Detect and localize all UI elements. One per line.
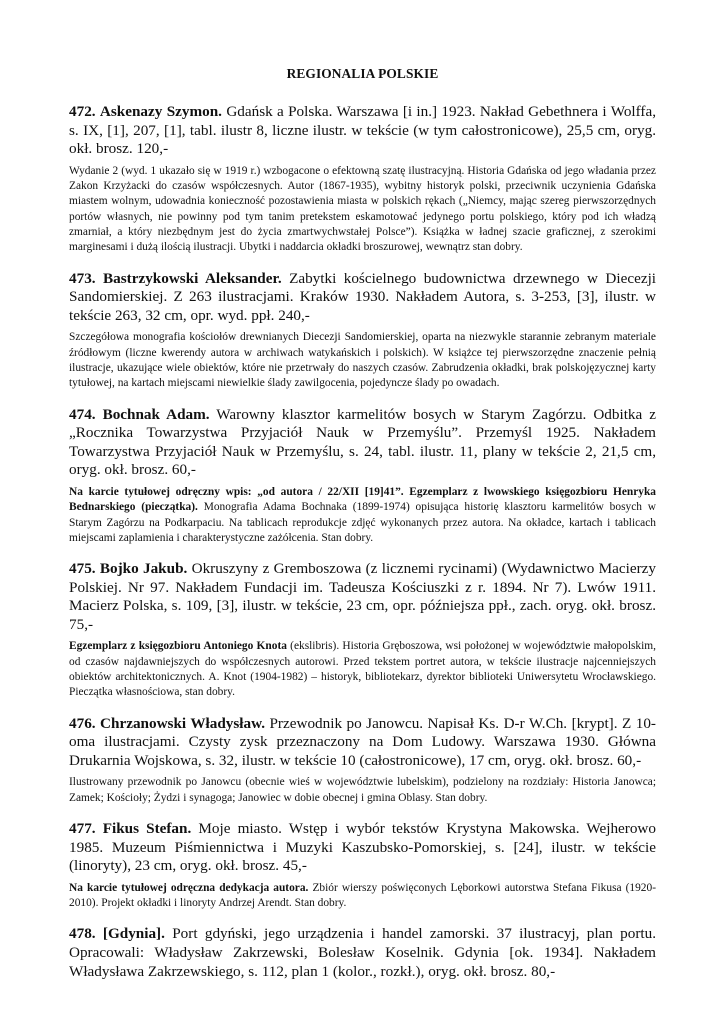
entry-number: 477. <box>69 820 96 838</box>
entry-author: Bastrzykowski Aleksander. <box>103 269 282 287</box>
entry-author: Bojko Jakub. <box>99 560 188 578</box>
entry-note-text: Szczegółowa monografia kościołów drewnianych Diecezji Sandomierskiej, oparta na niezwykle starannie zebranym materiale źródłowym (liczne kwerendy autora w archiwach watykańskich i polskich). W książce tej pierwszorzędne znaczenie pełnią ilustracje, ukazujące wiele obiektów, które nie przetrwały do naszych czasów. Zabrudzenia okładki, brak polskojęzycznej karty tytułowej, na kartach miejscami niewielkie ślady zawilgocenia, pojedyncze ślady po owadach. <box>69 331 656 390</box>
catalog-entry-476 <box>69 715 656 806</box>
catalog-entry-478 <box>69 925 656 981</box>
catalog-entry-473 <box>69 270 656 392</box>
entry-note-lead: Na karcie tytułowej odręczny wpis: „od autora / 22/XII [19]41”. Egzemplarz z lwowskiego księgozbioru Henryka Bednarskiego (pieczątka). <box>69 485 656 514</box>
entry-author: Askenazy Szymon. <box>99 103 222 120</box>
entry-note <box>69 330 656 391</box>
entry-description: Okruszyny z Gremboszowa (z licznemi rycinami) (Wydawnictwo Macierzy Polskiej. Nr 97. Nakładem Fundacji im. Tadeusza Kościuszki z r. 1894. Nr 7). Lwów 1911. Macierz Polska, s. 109, [3], ilustr. w tekście, 23 cm, opr. późniejsza ppł., zach. oryg. okł. brosz. 75,- <box>69 560 656 633</box>
entry-note <box>69 775 656 806</box>
entry-note-text: Ilustrowany przewodnik po Janowcu (obecnie wieś w województwie lubelskim), podzielony na rozdziały: Historia Janowca; Zamek; Kościoły; Żydzi i synagoga; Janowiec w dobie obecnej i gmina Oblasy. Stan dobry. <box>69 776 656 804</box>
entry-note-text: (ekslibris). Historia Gręboszowa, wsi położonej w województwie małopolskim, od czasów najdawniejszych do współczesnych autorowi. Przed tekstem portret autora, w tekście ilustracje najcenniejszych obiektów architektonicznych. A. Knot (1904-1982) – historyk, bibliotekarz, dyrektor biblioteki Uniwersytetu Wrocławskiego. Pieczątka własnościowa, stan dobry. <box>69 640 656 699</box>
entry-number: 474. <box>69 405 96 423</box>
entry-main-text <box>69 270 656 326</box>
entry-note-lead: Egzemplarz z księgozbioru Antoniego Knota <box>69 640 287 653</box>
catalog-entry-475 <box>69 560 656 701</box>
entry-number: 475. <box>69 560 96 578</box>
entry-note-text: Wydanie 2 (wyd. 1 ukazało się w 1919 r.) wzbogacone o efektowną szatę ilustracyjną. Historia Gdańska od jego władania przez Zakon Krzyżacki do czasów współczesnych. Autor (1867-1935), wybitny historyk polski, przeciwnik uczynienia Gdańska miastem wolnym, udowadnia konieczność pozostawienia miasta w polskich rękach („Niemcy, mając szereg pierwszorzędnych portów własnych, nie powinny pod tym tanim pretekstem eskamotować jedynego portu polskiego, który pod ich władzą zmarniał, a który niezbędnym jest do życia zmartwychwstałej Polsce”). Książka w ładnej szacie graficznej, z szerokimi marginesami i dużą ilością ilustracji. Ubytki i naddarcia okładki broszurowej, wewnątrz stan dobry. <box>69 164 656 254</box>
entry-number: 473. <box>69 269 96 287</box>
entry-note <box>69 881 656 912</box>
entry-author: Fikus Stefan. <box>102 820 192 838</box>
entry-main-text <box>69 715 656 771</box>
entry-main-text <box>69 820 656 876</box>
entry-number: 472. <box>69 103 96 120</box>
entry-note-lead: Na karcie tytułowej odręczna dedykacja autora. <box>69 881 309 894</box>
entry-description: Port gdyński, jego urządzenia i handel zamorski. 37 ilustracyj, plan portu. Opracowali: Władysław Zakrzewski, Bolesław Koselnik. Gdynia [ok. 1934]. Nakładem Władysława Zakrzewskiego, s. 112, plan 1 (kolor., rozkł.), oryg. okł. brosz. 80,- <box>69 925 657 980</box>
catalog-entry-474 <box>69 406 656 547</box>
catalog-entry-472 <box>69 103 656 256</box>
entry-note-text: Monografia Adama Bochnaka (1899-1974) opisująca historię klasztoru karmelitów bosych w Starym Zagórzu na Podkarpaciu. Na tablicach reprodukcje zdjęć wykonanych przez autora. Na okładce, kartach i tablicach miejscami zaplamienia i charakterystyczne zażółcenia. Stan dobry. <box>69 501 656 544</box>
entry-note <box>69 485 656 546</box>
entry-note-text: Zbiór wierszy poświęconych Lęborkowi autorstwa Stefana Fikusa (1920-2010). Projekt okładki i linoryty Andrzej Arendt. Stan dobry. <box>69 881 656 910</box>
section-heading: REGIONALIA POLSKIE <box>286 66 439 81</box>
entry-description: Zabytki kościelnego budownictwa drzewnego w Diecezji Sandomierskiej. Z 263 ilustracjami. Kraków 1930. Nakładem Autora, s. 3-253, [3], ilustr. w tekście 263, 32 cm, opr. wyd. ppł. 240,- <box>69 269 657 324</box>
entry-main-text <box>69 406 656 480</box>
entry-description: Moje miasto. Wstęp i wybór tekstów Krystyna Makowska. Wejherowo 1985. Muzeum Piśmiennictwa i Muzyki Kaszubsko-Pomorskiej, s. [24], ilustr. w tekście (linoryty), 23 cm, oryg. okł. brosz. 45,- <box>69 820 656 875</box>
entry-description: Gdańsk a Polska. Warszawa [i in.] 1923. Nakład Gebethnera i Wolffa, s. IX, [1], 207, [1], tabl. ilustr 8, liczne ilustr. w tekście (w tym całostronicowe), 25,5 cm, oryg. okł. brosz. 120,- <box>69 103 657 158</box>
entry-number: 478. <box>69 925 96 943</box>
entry-author: Chrzanowski Władysław. <box>100 714 266 732</box>
entry-main-text <box>69 103 656 159</box>
entry-note <box>69 164 656 256</box>
entry-author: [Gdynia]. <box>102 925 165 943</box>
entry-author: Bochnak Adam. <box>102 405 210 423</box>
entry-main-text <box>69 560 656 634</box>
catalog-entry-477 <box>69 820 656 911</box>
entry-description: Przewodnik po Janowcu. Napisał Ks. D-r W.Ch. [krypt]. Z 10-oma ilustracjami. Czysty zysk przeznaczony na Dom Ludowy. Warszawa 1930. Główna Drukarnia Wojskowa, s. 32, ilustr. w tekście 10 (całostronicowe), 17 cm, oryg. okł. brosz. 60,- <box>69 714 656 769</box>
entry-note <box>69 639 656 700</box>
entry-description: Warowny klasztor karmelitów bosych w Starym Zagórzu. Odbitka z „Rocznika Towarzystwa Przyjaciół Nauk w Przemyślu”. Przemyśl 1925. Nakładem Towarzystwa Przyjaciół Nauk w Przemyślu, s. 24, tabl. ilustr. 11, plany w tekście 2, 21,5 cm, oryg. okł. brosz. 60,- <box>69 405 656 479</box>
entry-main-text <box>69 925 656 981</box>
entry-number: 476. <box>69 714 96 732</box>
